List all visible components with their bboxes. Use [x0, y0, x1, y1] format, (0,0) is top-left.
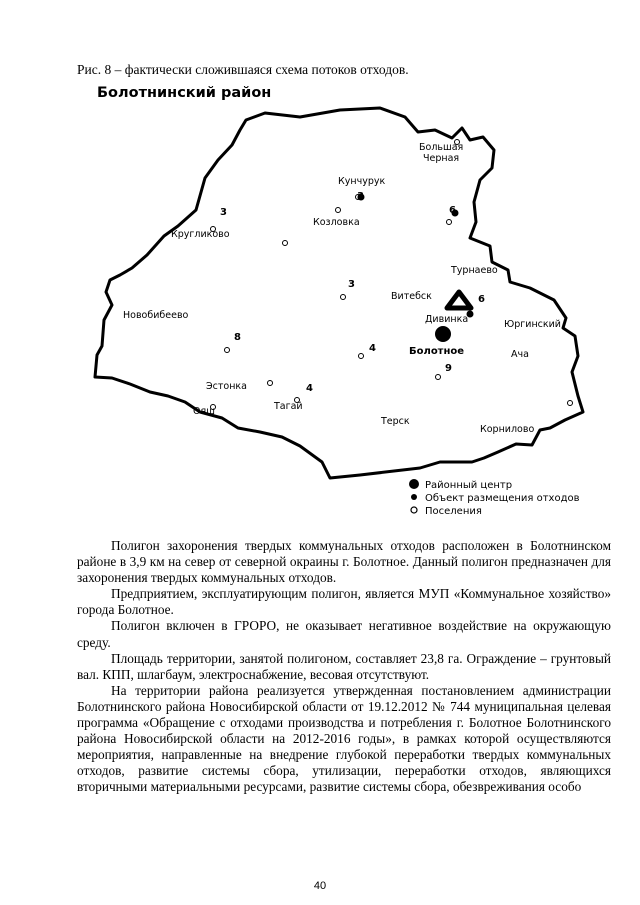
- flow-number-center: 4: [369, 343, 376, 354]
- legend-waste-site-icon: [411, 494, 417, 500]
- settlement-marker-estonka: [268, 381, 273, 386]
- legend-district-center-icon: [409, 479, 419, 489]
- place-label-bolotnoe: Болотное: [409, 346, 465, 357]
- settlement-marker-kozlovka: [336, 208, 341, 213]
- paragraph-3: Полигон включен в ГРОРО, не оказывает негативное воздействие на окружающую среду.: [77, 618, 611, 650]
- place-label-bolshaya-2: Черная: [423, 153, 460, 164]
- map-title: Болотнинский район: [97, 85, 272, 101]
- settlement-marker-vitebsk: [341, 295, 346, 300]
- legend-district-center: Районный центр: [425, 480, 513, 491]
- legend-settlement-icon: [411, 507, 417, 513]
- settlement-marker-unnamed-1: [283, 241, 288, 246]
- flow-number-bolshaya: 6: [449, 205, 456, 216]
- district-boundary: [95, 108, 583, 478]
- place-label-kozlovka: Козловка: [313, 217, 360, 228]
- district-center-marker: [435, 326, 451, 342]
- place-label-kunchuruk: Кунчурук: [338, 176, 386, 187]
- paragraph-2: Предприятием, эксплуатирующим полигон, является МУП «Коммунальное хозяйство» города Болотное.: [77, 586, 611, 618]
- place-label-estonka: Эстонка: [206, 381, 247, 392]
- legend-waste-site: Объект размещения отходов: [425, 493, 580, 504]
- paragraph-1: Полигон захоронения твердых коммунальных отходов расположен в Болотнинском районе в 3,9 км на север от северной окраины г. Болотное. Данный полигон предназначен для захоронения твердых коммунальных отходов.: [77, 538, 611, 586]
- place-label-divinka: Дивинка: [425, 314, 469, 325]
- map-legend: [409, 479, 580, 517]
- place-label-acha: Ача: [511, 349, 529, 360]
- flow-number-bolotnoe: 9: [445, 363, 452, 374]
- place-label-tersk: Терск: [381, 416, 410, 427]
- paragraph-4: Площадь территории, занятой полигоном, составляет 23,8 га. Ограждение – грунтовый вал. КПП, шлагбаум, электроснабжение, весовая отсутствуют.: [77, 650, 611, 682]
- settlement-marker-kornilovo: [568, 401, 573, 406]
- legend-settlement: Поселения: [425, 506, 482, 517]
- flow-number-divinka: 6: [478, 294, 485, 305]
- settlement-marker-acha: [436, 375, 441, 380]
- flow-number-novobibeevo: 8: [234, 332, 241, 343]
- settlement-markers: [211, 140, 573, 410]
- place-label-oyash: Ояш: [193, 406, 215, 417]
- place-label-turnaevo: Турнаево: [451, 265, 498, 276]
- flow-number-kunchuruk: 3: [357, 191, 364, 202]
- place-label-tagay: Тагай: [274, 401, 303, 412]
- place-label-vitebsk: Витебск: [391, 291, 432, 302]
- page-number: 40: [313, 880, 327, 892]
- settlement-marker-center: [359, 354, 364, 359]
- figure-caption: Рис. 8 – фактически сложившаяся схема потоков отходов.: [77, 62, 409, 77]
- settlement-marker-turnaevo: [447, 220, 452, 225]
- paragraph-5: На территории района реализуется утвержденная постановлением администрации Болотнинского района Новосибирской области от 19.12.2012 № 744 муниципальная целевая программа «Обращение с отходами производства и потребления г. Болотное Болотнинского района Новосибирской области на 2012-2016 годы», в рамках которой осуществляются мероприятия, направленные на внедрение глубокой переработки твердых коммунальных отходов, развитие системы сбора, утилизации, переработки отходов, являющихся вторичными материальными ресурсами, развитие системы сбора, обезвреживания особо: [77, 682, 611, 795]
- flow-number-tagay: 4: [306, 383, 313, 394]
- place-label-kruglikovo: Кругликово: [171, 229, 230, 240]
- place-label-bolshaya-1: Большая: [419, 142, 464, 153]
- flow-number-kruglikovo: 3: [220, 207, 227, 218]
- place-label-kornilovo: Корнилово: [480, 424, 535, 435]
- place-label-novobibeevo: Новобибеево: [123, 310, 189, 321]
- settlement-marker-novobibeevo: [225, 348, 230, 353]
- body-text: [77, 538, 611, 796]
- flow-number-vitebsk: 3: [348, 279, 355, 290]
- place-label-yurtinsky: Юргинский: [504, 319, 561, 330]
- landfill-triangle: [447, 292, 471, 308]
